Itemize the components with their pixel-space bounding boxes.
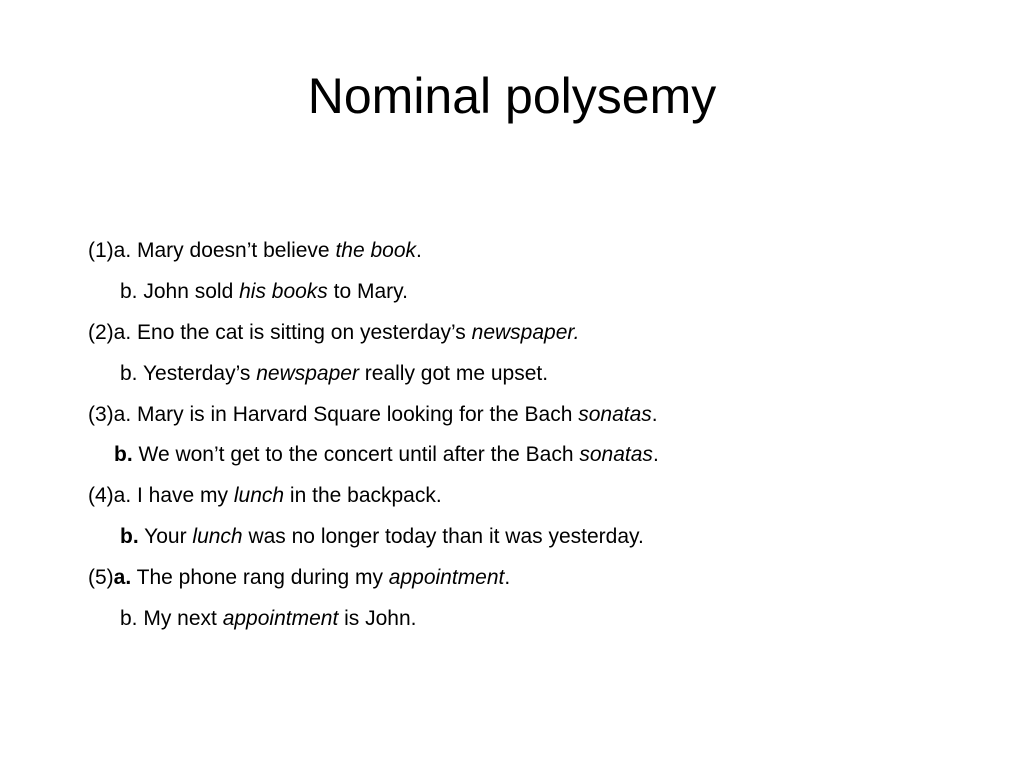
- italic-segment: sonatas: [579, 443, 653, 467]
- slide-title: Nominal polysemy: [307, 68, 717, 124]
- text-segment: is John.: [338, 607, 417, 631]
- text-segment: Your: [138, 525, 193, 549]
- bold-segment: b.: [120, 525, 139, 549]
- text-segment: (4)a. I have my: [88, 484, 234, 508]
- italic-segment: sonatas: [578, 402, 652, 426]
- text-segment: .: [652, 443, 659, 467]
- italic-segment: his books: [239, 279, 328, 303]
- text-segment: .: [651, 402, 658, 426]
- text-segment: .: [416, 239, 422, 262]
- example-line-2b: [88, 354, 988, 395]
- example-line-2a: [88, 313, 988, 354]
- text-segment: b. My next: [120, 607, 223, 631]
- example-line-4a: [88, 476, 988, 517]
- text-segment: (1)a. Mary doesn’t believe: [88, 239, 336, 262]
- text-segment: .: [504, 566, 511, 590]
- italic-segment: lunch: [233, 484, 285, 508]
- example-line-1a: [88, 231, 988, 272]
- italic-segment: lunch: [192, 525, 243, 549]
- bold-segment: a.: [113, 566, 132, 590]
- examples-list: [88, 231, 988, 640]
- example-line-4b: [88, 517, 988, 558]
- italic-segment: the book: [335, 239, 417, 262]
- text-segment: b. Yesterday’s: [120, 361, 257, 385]
- italic-segment: appointment: [388, 566, 505, 590]
- italic-segment: newspaper.: [471, 320, 580, 344]
- text-segment: to Mary.: [327, 279, 408, 303]
- example-line-5b: [88, 599, 988, 640]
- text-segment: The phone rang during my: [131, 566, 389, 590]
- text-segment: (5): [88, 566, 114, 590]
- example-line-3a: [88, 395, 988, 436]
- italic-segment: appointment: [222, 607, 339, 631]
- text-segment: b. John sold: [120, 279, 240, 303]
- text-segment: (2)a. Eno the cat is sitting on yesterday’s: [88, 320, 472, 344]
- italic-segment: newspaper: [256, 361, 359, 385]
- bold-segment: b.: [114, 443, 133, 467]
- text-segment: (3)a. Mary is in Harvard Square looking for the Bach: [88, 402, 579, 426]
- text-segment: in the backpack.: [284, 484, 442, 508]
- example-line-5a: [88, 558, 988, 599]
- example-line-1b: [88, 272, 988, 313]
- example-line-3b: [88, 435, 988, 476]
- text-segment: was no longer today than it was yesterday.: [242, 525, 644, 549]
- text-segment: We won’t get to the concert until after the Bach: [132, 443, 580, 467]
- text-segment: really got me upset.: [358, 361, 549, 385]
